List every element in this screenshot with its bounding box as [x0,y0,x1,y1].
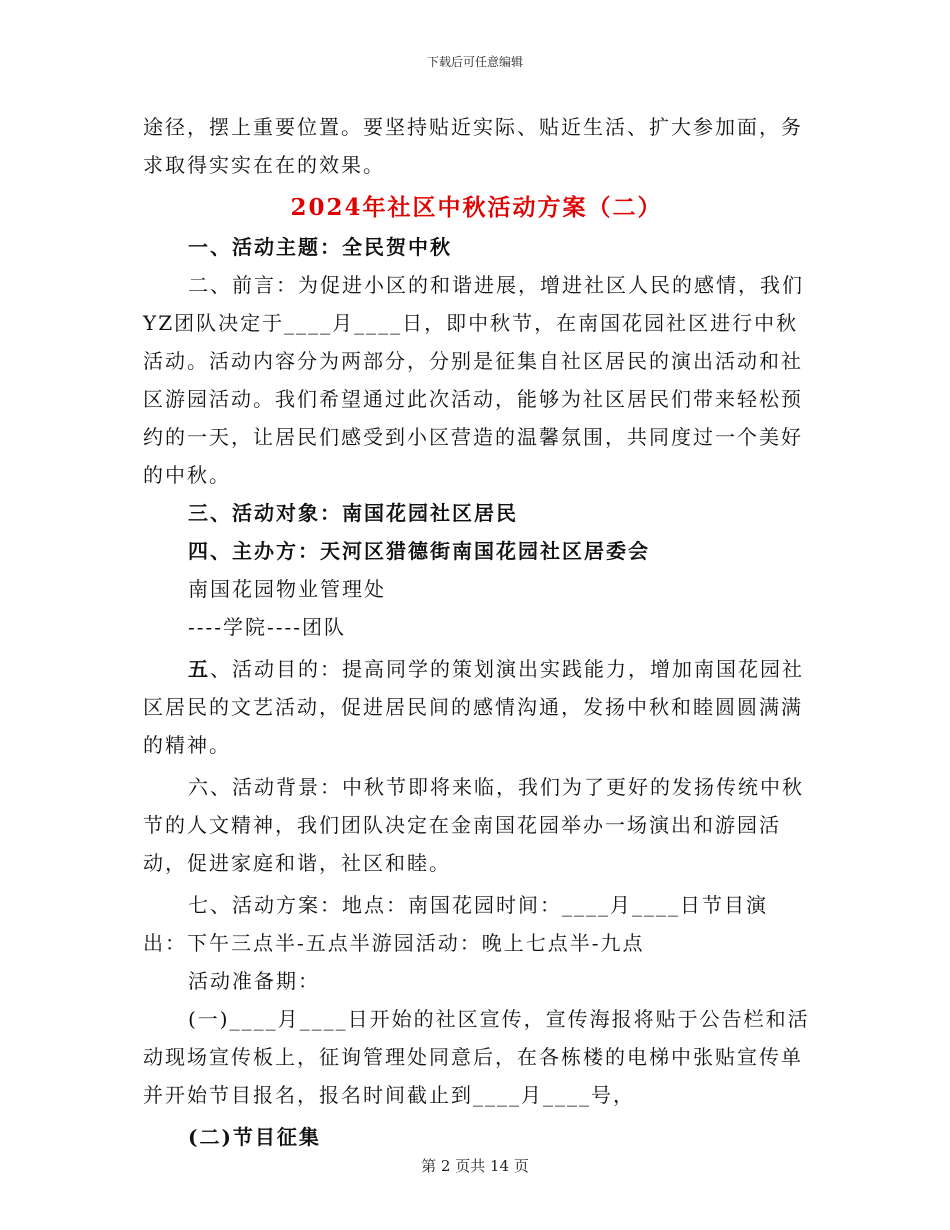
section-purpose-text: 、活动目的：提高同学的策划演出实践能力，增加南国花园社区居民的文艺活动，促进居民间的感情沟通，发扬中秋和睦圆圆满满的精神。 [143,657,804,757]
intro-paragraph: 途径，摆上重要位置。要坚持贴近实际、贴近生活、扩大参加面，务求取得实实在在的效果。 [143,115,803,177]
preparation-step-1: (一)____月____日开始的社区宣传，宣传海报将贴于公告栏和活动现场宣传板上，征询管理处同意后，在各栋楼的电梯中张贴宣传单并开始节目报名，报名时间截止到____月____号， [143,1007,810,1107]
organizer-team: ----学院----团队 [188,615,347,639]
section-theme: 一、活动主题：全民贺中秋 [188,235,452,259]
document-title: 2024年社区中秋活动方案（二） [290,194,663,221]
document-body [143,108,810,1156]
section-purpose [143,650,810,764]
section-background: 六、活动背景：中秋节即将来临，我们为了更好的发扬传统中秋节的人文精神，我们团队决定在金南国花园举办一场演出和游园活动，促进家庭和谐，社区和睦。 [143,775,804,875]
section-organizer: 四、主办方：天河区猎德街南国花园社区居委会 [188,539,650,563]
preparation-heading: 活动准备期： [188,969,320,993]
section-preface: 二、前言：为促进小区的和谐进展，增进社区人民的感情，我们YZ团队决定于____月____日，即中秋节，在南国花园社区进行中秋活动。活动内容分为两部分，分别是征集自社区居民的演出活动和社区游园活动。我们希望通过此次活动，能够为社区居民们带来轻松预约的一天，让居民们感受到小区营造的温馨氛围，共同度过一个美好的中秋。 [143,273,804,487]
section-audience: 三、活动对象：南国花园社区居民 [188,501,518,525]
section-plan: 七、活动方案：地点：南国花园时间：____月____日节目演出：下午三点半-五点半游园活动：晚上七点半-九点 [143,893,768,955]
preparation-step-2: (二)节目征集 [188,1125,321,1149]
page-footer: 第 2 页共 14 页 [421,1157,529,1175]
organizer-property: 南国花园物业管理处 [188,577,386,601]
page-header: 下载后可任意编辑 [426,55,523,69]
section-purpose-number: 五 [188,657,210,681]
